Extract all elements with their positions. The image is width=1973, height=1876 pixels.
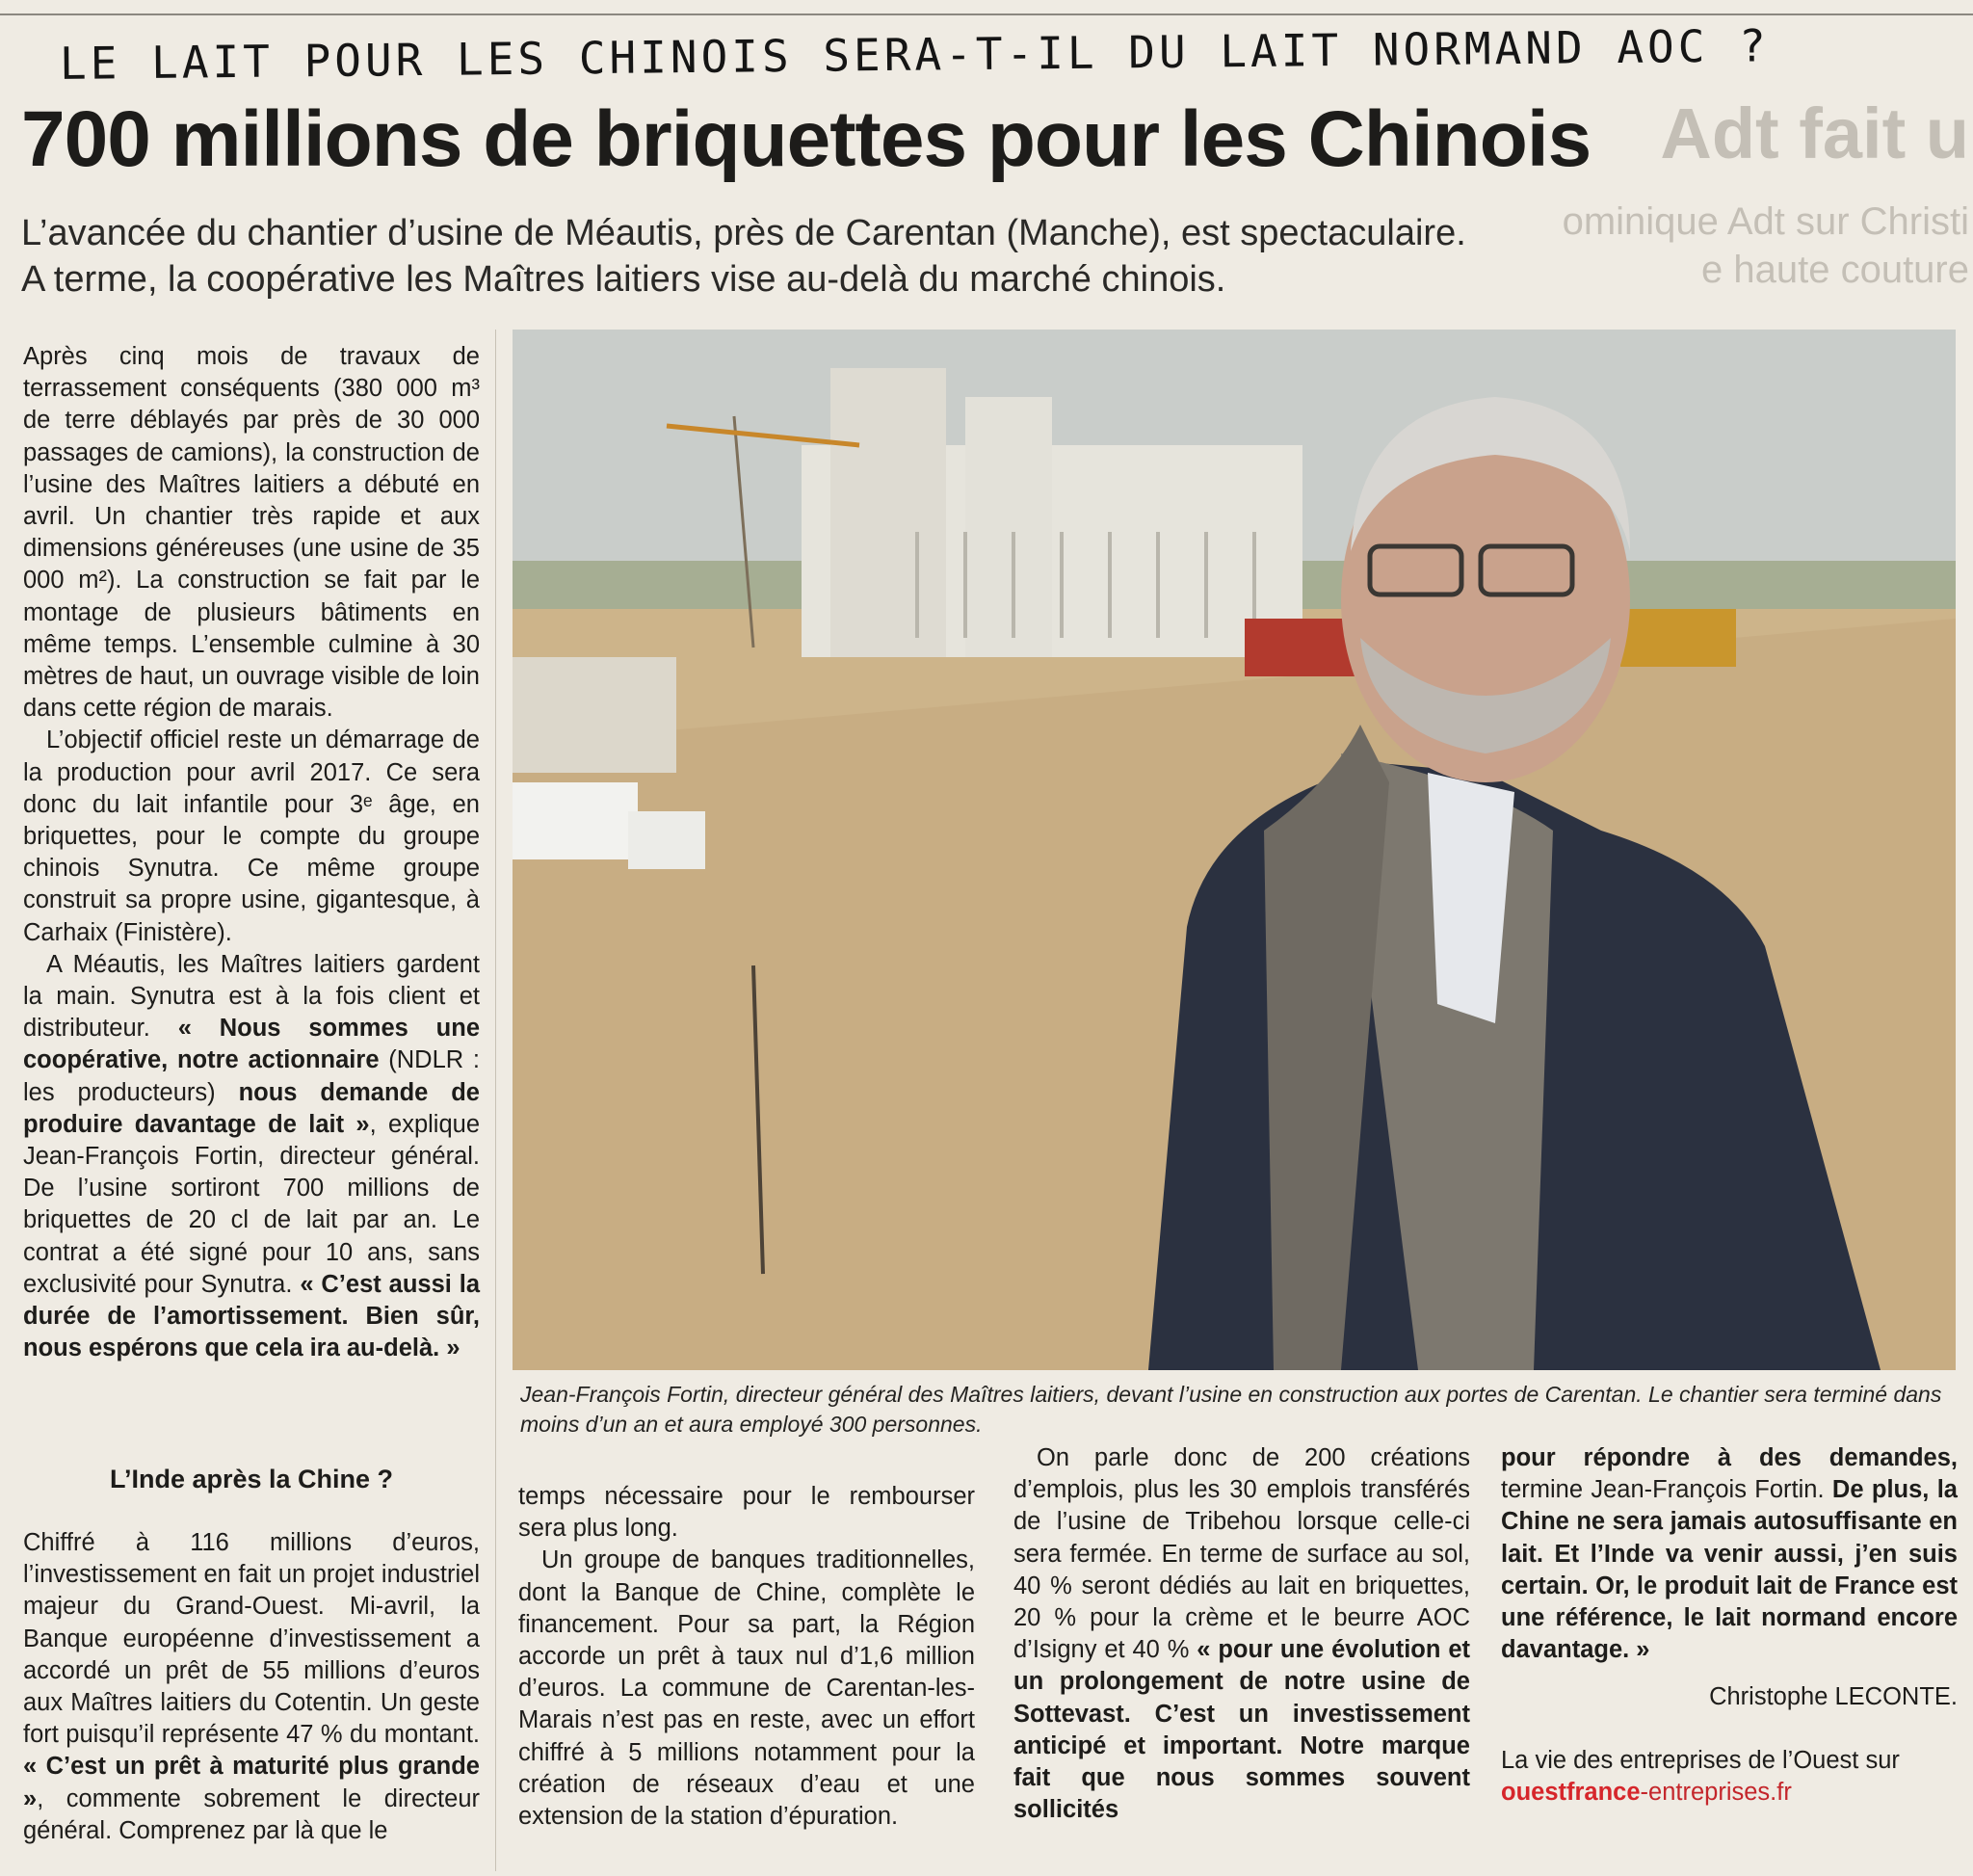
p3-text-c: , explique Jean-François Fortin, directeur général. De l’usine sortiront 700 millions de briquettes de 20 cl de lait par an. Le contrat a été signé pour 10 ans, sans exclusivité pour Synutra.	[23, 1110, 481, 1298]
paragraph-2: L’objectif officiel reste un démarrage de la production pour avril 2017. Ce sera donc du lait infantile pour 3ᵉ âge, en briquettes, pour le compte du groupe chinois Synutra. Ce même groupe construit sa propre usine, gigantesque, à Carhaix (Finistère).	[23, 727, 480, 946]
p8-quote-a: pour répondre à des demandes,	[1501, 1444, 1958, 1471]
footer-link-brand[interactable]: ouestfrance	[1501, 1778, 1641, 1806]
subhead-line-2: A terme, la coopérative les Maîtres laitiers vise au-delà du marché chinois.	[21, 259, 1226, 300]
paragraph-3	[23, 949, 480, 1365]
paragraph-5: temps nécessaire pour le rembourser sera plus long.	[518, 1483, 975, 1543]
article-column-4	[1501, 1442, 1958, 1809]
photo-caption: Jean-François Fortin, directeur général des Maîtres laitiers, devant l’usine en construction aux portes de Carentan. Le chantier sera terminé dans moins d’un an et aura employé 300 personnes.	[520, 1382, 1942, 1437]
p3-quote-1: « Nous sommes une coopérative, notre actionnaire	[23, 1015, 480, 1074]
article-column-1-lower	[23, 1527, 480, 1847]
paper-top-rule	[0, 13, 1973, 15]
p7-text-a: On parle donc de 200 créations d’emplois, plus les 30 emplois transférés de l’usine de Tribehou lorsque celle-ci sera fermée. En terme de surface au sol, 40 % seront dédiés au lait en briquettes, 20 % pour la crème et le beurre AOC d’Isigny et 40 %	[1013, 1444, 1470, 1664]
p3-text-a: A Méautis, les Maîtres laitiers gardent la main. Synutra est à la fois client et distributeur.	[23, 950, 480, 1043]
p3-text-b: (NDLR : les producteurs)	[23, 1046, 480, 1106]
author-signature: Christophe LECONTE.	[1709, 1683, 1958, 1711]
p4-text-b: , commente sobrement le directeur général. Comprenez par là que le	[23, 1784, 480, 1844]
p8-quote-b: De plus, la Chine ne sera jamais autosuffisante en lait. Et l’Inde va venir aussi, j’en suis certain. Or, le produit lait de France est une référence, le lait normand encore davantage. »	[1501, 1476, 1958, 1664]
p4-quote: « C’est un prêt à maturité plus grande »	[23, 1753, 480, 1812]
column-divider	[495, 330, 496, 1871]
neighbor-article-headline: Adt fait u	[1660, 93, 1969, 173]
neighbor-article-line-1: ominique Adt sur Christi	[1562, 200, 1969, 243]
article-column-2	[518, 1481, 975, 1833]
footer-link-domain[interactable]: -entreprises.fr	[1640, 1778, 1792, 1806]
p8-text-a: termine Jean-François Fortin.	[1501, 1476, 1832, 1504]
paragraph-1: Après cinq mois de travaux de terrassement conséquents (380 000 m³ de terre déblayés par près de 30 000 passages de camions), la construction de l’usine des Maîtres laitiers a débuté en avril. Un chantier très rapide et aux dimensions généreuses (une usine de 35 000 m²). La construction se fait par le montage de plusieurs bâtiments en même temps. L’ensemble culmine à 30 mètres de haut, un ouvrage visible de loin dans cette région de marais.	[23, 343, 480, 723]
p3-quote-3: « C’est aussi la durée de l’amortissement. Bien sûr, nous espérons que cela ira au-delà. »	[23, 1270, 480, 1362]
paragraph-4	[23, 1527, 480, 1847]
subhead-line-1: L’avancée du chantier d’usine de Méautis, près de Carentan (Manche), est spectaculaire.	[21, 213, 1466, 253]
p3-quote-2: nous demande de produire davantage de lait »	[23, 1078, 480, 1138]
paragraph-7	[1013, 1442, 1470, 1826]
footer-text: La vie des entreprises de l’Ouest sur	[1501, 1746, 1900, 1774]
paragraph-8	[1501, 1442, 1958, 1666]
footer-promo	[1501, 1745, 1958, 1809]
paragraph-6: Un groupe de banques traditionnelles, dont la Banque de Chine, complète le financement. Pour sa part, la Région accorde un prêt à taux nul d’1,6 million d’euros. La commune de Carentan-les-Marais n’est pas en reste, avec un effort chiffré à 5 millions notamment pour la création de réseaux d’eau et une extension de la station d’épuration.	[518, 1546, 975, 1831]
article-photo	[513, 330, 1956, 1370]
p7-quote: « pour une évolution et un prolongement de notre usine de Sottevast. C’est un investissement anticipé et important. Notre marque fait que nous sommes souvent sollicités	[1013, 1636, 1470, 1824]
article-headline: 700 millions de briquettes pour les Chinois	[21, 95, 1592, 183]
article-subhead	[21, 210, 1611, 303]
p4-text-a: Chiffré à 116 millions d’euros, l’investissement en fait un projet industriel majeur du Grand-Ouest. Mi-avril, la Banque européenne d’investissement a accordé un prêt de 55 millions d’euros aux Maîtres laitiers du Cotentin. Un geste fort puisqu’il représente 47 % du montant.	[23, 1529, 480, 1749]
article-column-1	[23, 341, 480, 1365]
handwritten-note: LE LAIT POUR LES CHINOIS SERA-T-IL DU LAIT NORMAND AOC ?	[59, 19, 1771, 90]
article-subtitle: L’Inde après la Chine ?	[109, 1465, 394, 1493]
article-column-3	[1013, 1442, 1470, 1826]
neighbor-article-line-2: e haute couture	[1701, 249, 1969, 291]
